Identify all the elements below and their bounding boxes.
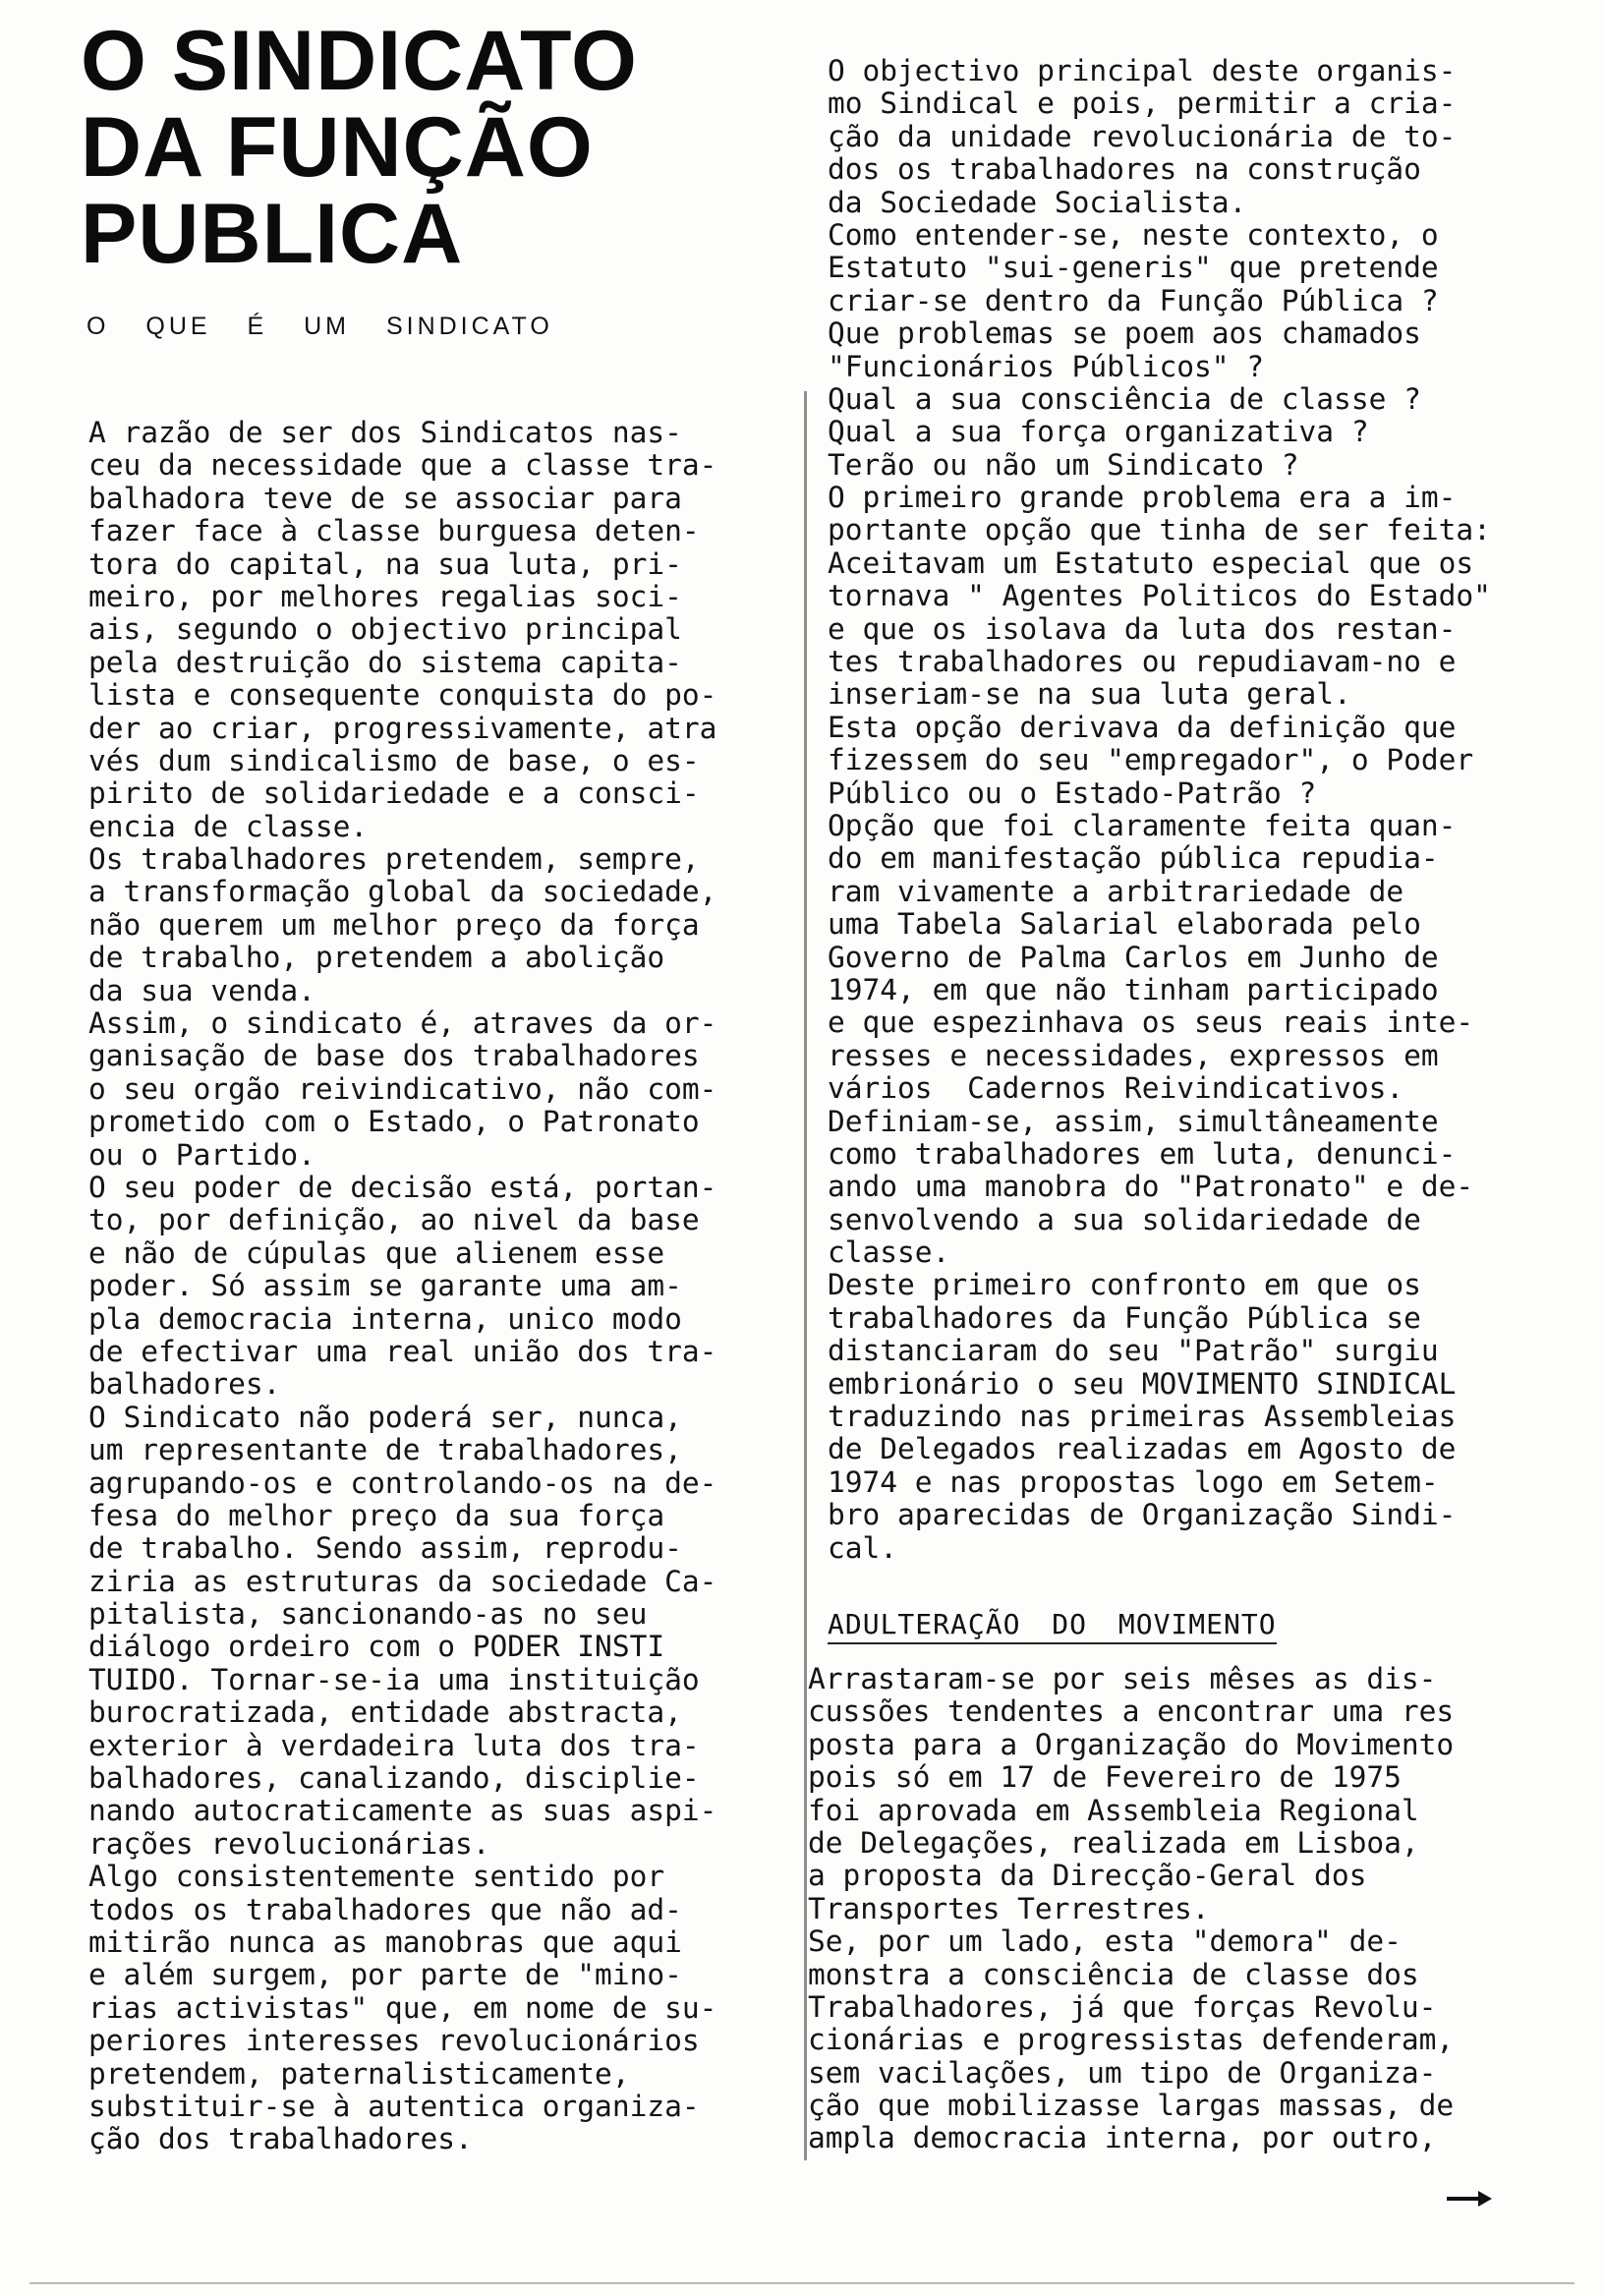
- text-line: pois só em 17 de Fevereiro de 1975: [808, 1760, 1402, 1795]
- text-line: Como entender-se, neste contexto, o: [828, 217, 1439, 252]
- right-column-section-2: [808, 1663, 1545, 2155]
- text-line: Qual a sua força organizativa ?: [828, 415, 1369, 449]
- text-line: exterior à verdadeira luta dos tra-: [88, 1728, 700, 1762]
- text-line: de trabalho. Sendo assim, reprodu-: [88, 1531, 682, 1566]
- text-line: Transportes Terrestres.: [808, 1891, 1210, 1925]
- text-line: Terão ou não um Sindicato ?: [828, 447, 1299, 482]
- text-line: lista e consequente conquista do po-: [88, 678, 717, 713]
- headline-line-3: PUBLICA: [81, 187, 464, 281]
- text-line: classe.: [828, 1235, 950, 1270]
- text-line: balhadores.: [88, 1367, 281, 1402]
- text-line: o seu orgão reivindicativo, não com-: [88, 1071, 717, 1106]
- text-line: nando autocraticamente as suas aspi-: [88, 1794, 717, 1828]
- text-line: cionárias e progressistas defenderam,: [808, 2023, 1455, 2057]
- text-line: inseriam-se na sua luta geral.: [828, 677, 1351, 712]
- text-line: Qual a sua consciência de classe ?: [828, 381, 1421, 416]
- text-line: ando uma manobra do "Patronato" e de-: [828, 1170, 1474, 1204]
- text-line: Os trabalhadores pretendem, sempre,: [88, 842, 700, 877]
- text-line: 1974, em que não tinham participado: [828, 972, 1439, 1006]
- text-line: pitalista, sancionando-as no seu: [88, 1597, 648, 1632]
- column-divider: [804, 391, 807, 2160]
- text-line: traduzindo nas primeiras Assembleias: [828, 1400, 1457, 1434]
- text-line: poder. Só assim se garante uma am-: [88, 1269, 682, 1303]
- text-line: A razão de ser dos Sindicatos nas-: [88, 416, 682, 449]
- text-line: "Funcionários Públicos" ?: [828, 349, 1265, 383]
- text-line: ganisação de base dos trabalhadores: [88, 1039, 700, 1073]
- text-line: de efectivar uma real união dos tra-: [88, 1334, 717, 1368]
- text-line: um representante de trabalhadores,: [88, 1433, 682, 1467]
- text-line: vés dum sindicalismo de base, o es-: [88, 743, 700, 777]
- text-line: pela destruição do sistema capita-: [88, 645, 682, 679]
- text-line: substituir-se à autentica organiza-: [88, 2089, 700, 2123]
- text-line: do em manifestação pública repudia-: [828, 841, 1439, 876]
- text-line: resses e necessidades, expressos em: [828, 1038, 1439, 1072]
- text-line: mo Sindical e pois, permitir a cria-: [828, 86, 1457, 121]
- text-line: dos os trabalhadores na construção: [828, 152, 1421, 187]
- text-line: burocratizada, entidade abstracta,: [88, 1695, 682, 1730]
- left-column: [88, 417, 786, 2156]
- headline-line-1: O SINDICATO: [81, 14, 638, 108]
- text-line: ampla democracia interna, por outro,: [808, 2121, 1437, 2155]
- text-line: Deste primeiro confronto em que os: [828, 1268, 1421, 1302]
- text-line: pirito de solidariedade e a consci-: [88, 776, 700, 811]
- text-line: de Delegações, realizada em Lisboa,: [808, 1825, 1419, 1860]
- text-line: Público ou o Estado-Patrão ?: [828, 775, 1317, 810]
- text-line: foi aprovada em Assembleia Regional: [808, 1793, 1419, 1827]
- text-line: cal.: [828, 1530, 898, 1565]
- text-line: periores interesses revolucionários: [88, 2024, 700, 2058]
- text-line: Opção que foi claramente feita quan-: [828, 808, 1457, 842]
- section-heading: ADULTERAÇÃO DO MOVIMENTO: [828, 1608, 1277, 1644]
- text-line: O seu poder de decisão está, portan-: [88, 1170, 717, 1204]
- text-line: Estatuto "sui-generis" que pretende: [828, 251, 1439, 285]
- text-line: prometido com o Estado, o Patronato: [88, 1105, 700, 1139]
- bottom-rule: [29, 2282, 1575, 2284]
- text-line: ção que mobilizasse largas massas, de: [808, 2089, 1455, 2123]
- text-line: O objectivo principal deste organis-: [828, 54, 1457, 87]
- text-line: O primeiro grande problema era a im-: [828, 481, 1457, 515]
- text-line: to, por definição, ao nivel da base: [88, 1203, 700, 1237]
- text-line: todos os trabalhadores que não ad-: [88, 1892, 682, 1926]
- text-line: Arrastaram-se por seis mêses as dis-: [808, 1662, 1437, 1695]
- text-line: fazer face à classe burguesa deten-: [88, 514, 700, 548]
- text-line: tes trabalhadores ou repudiavam-no e: [828, 645, 1457, 679]
- text-line: pretendem, paternalisticamente,: [88, 2056, 630, 2091]
- text-line: a proposta da Direcção-Geral dos: [808, 1859, 1367, 1893]
- text-line: distanciaram do seu "Patrão" surgiu: [828, 1334, 1439, 1368]
- arrow-right-icon: [1445, 2188, 1494, 2210]
- text-line: pla democracia interna, unico modo: [88, 1301, 682, 1336]
- text-line: Algo consistentemente sentido por: [88, 1860, 665, 1894]
- text-line: 1974 e nas propostas logo em Setem-: [828, 1464, 1439, 1499]
- text-line: agrupando-os e controlando-os na de-: [88, 1465, 717, 1500]
- headline-line-2: DA FUNÇÃO: [81, 100, 594, 195]
- text-line: Assim, o sindicato é, atraves da or-: [88, 1006, 717, 1041]
- text-line: criar-se dentro da Função Pública ?: [828, 283, 1439, 317]
- text-line: portante opção que tinha de ser feita:: [828, 513, 1491, 547]
- text-line: TUIDO. Tornar-se-ia uma instituição: [88, 1662, 700, 1696]
- text-line: tora do capital, na sua luta, pri-: [88, 546, 682, 581]
- text-line: uma Tabela Salarial elaborada pelo: [828, 907, 1421, 942]
- text-line: Governo de Palma Carlos em Junho de: [828, 940, 1439, 974]
- text-line: der ao criar, progressivamente, atra: [88, 711, 717, 745]
- text-line: Definiam-se, assim, simultâneamente: [828, 1104, 1439, 1138]
- text-line: mitirão nunca as manobras que aqui: [88, 1924, 682, 1959]
- text-line: da Sociedade Socialista.: [828, 185, 1247, 219]
- text-line: ção da unidade revolucionária de to-: [828, 119, 1457, 153]
- text-line: ceu da necessidade que a classe tra-: [88, 448, 717, 483]
- text-line: e que espezinhava os seus reais inte-: [828, 1005, 1474, 1040]
- text-line: trabalhadores da Função Pública se: [828, 1300, 1421, 1335]
- text-line: e além surgem, por parte de "mino-: [88, 1958, 682, 1992]
- text-line: ram vivamente a arbitrariedade de: [828, 874, 1404, 908]
- text-line: meiro, por melhores regalias soci-: [88, 579, 682, 613]
- text-line: da sua venda.: [88, 973, 315, 1007]
- text-line: de Delegados realizadas em Agosto de: [828, 1432, 1457, 1466]
- text-line: Se, por um lado, esta "demora" de-: [808, 1924, 1402, 1959]
- text-line: vários Cadernos Reivindicativos.: [828, 1071, 1404, 1106]
- text-line: senvolvendo a sua solidariedade de: [828, 1202, 1421, 1236]
- text-line: O Sindicato não poderá ser, nunca,: [88, 1400, 682, 1434]
- text-line: Esta opção derivava da definição que: [828, 710, 1457, 744]
- text-line: posta para a Organização do Movimento: [808, 1727, 1455, 1761]
- text-line: ziria as estruturas da sociedade Ca-: [88, 1564, 717, 1598]
- text-line: encia de classe.: [88, 809, 369, 843]
- text-line: sem vacilações, um tipo de Organiza-: [808, 2055, 1437, 2090]
- text-line: e que os isolava da luta dos restan-: [828, 611, 1457, 646]
- text-line: cussões tendentes a encontrar uma res: [808, 1694, 1455, 1729]
- text-line: embrionário o seu MOVIMENTO SINDICAL: [828, 1366, 1457, 1401]
- subheading: O QUE É UM SINDICATO: [86, 313, 553, 340]
- text-line: balhadora teve de se associar para: [88, 481, 682, 515]
- text-line: a transformação global da sociedade,: [88, 875, 717, 909]
- text-line: Que problemas se poem aos chamados: [828, 316, 1421, 351]
- text-line: Trabalhadores, já que forças Revolu-: [808, 1989, 1437, 2024]
- text-line: fesa do melhor preço da sua força: [88, 1498, 665, 1532]
- text-line: e não de cúpulas que alienem esse: [88, 1235, 665, 1270]
- text-line: bro aparecidas de Organização Sindi-: [828, 1498, 1457, 1532]
- text-line: balhadores, canalizando, disciplie-: [88, 1761, 700, 1796]
- text-line: rações revolucionárias.: [88, 1826, 490, 1861]
- text-line: fizessem do seu "empregador", o Poder: [828, 743, 1474, 777]
- text-line: ais, segundo o objectivo principal: [88, 612, 682, 647]
- text-line: tornava " Agentes Politicos do Estado": [828, 579, 1491, 613]
- text-line: ou o Partido.: [88, 1137, 315, 1172]
- text-line: Aceitavam um Estatuto especial que os: [828, 545, 1474, 580]
- right-column: [828, 55, 1545, 1565]
- text-line: monstra a consciência de classe dos: [808, 1957, 1419, 1991]
- text-line: como trabalhadores em luta, denunci-: [828, 1136, 1457, 1171]
- headline: [81, 14, 710, 281]
- text-line: rias activistas" que, em nome de su-: [88, 1990, 717, 2025]
- text-line: não querem um melhor preço da força: [88, 907, 700, 942]
- text-line: de trabalho, pretendem a abolição: [88, 941, 665, 975]
- text-line: ção dos trabalhadores.: [88, 2122, 473, 2156]
- text-line: diálogo ordeiro com o PODER INSTI: [88, 1630, 665, 1664]
